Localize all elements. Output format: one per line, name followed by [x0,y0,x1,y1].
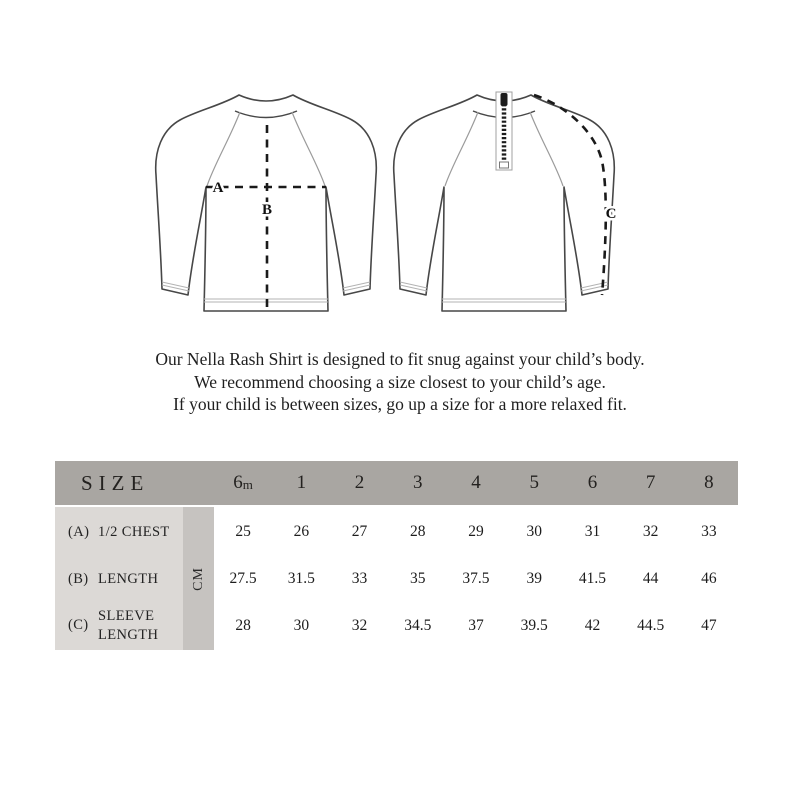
size-column-header [447,461,505,507]
size-suffix: m [242,476,253,492]
table-cell: 41.5 [563,557,621,601]
fit-description [0,348,800,416]
table-cell: 30 [272,601,330,650]
unit-label: CM [190,566,206,591]
table-cell: 27 [330,507,388,557]
shirt-front-diagram [152,83,392,323]
table-cell: 39.5 [505,601,563,650]
table-cell: 37.5 [447,557,505,601]
size-value: 5 [529,472,539,493]
size-value: 1 [296,472,307,493]
row-name: SLEEVE LENGTH [98,607,159,643]
size-value: 7 [645,472,656,493]
table-cell: 27.5 [214,557,272,601]
table-cell: 32 [622,507,680,557]
row-label-sleeve-length [55,601,183,650]
table-cell: 46 [680,557,738,601]
fit-description-line2: We recommend choosing a size closest to your child’s age. [194,371,606,392]
size-column-header [389,461,447,507]
size-value: 4 [471,472,481,493]
size-value: 2 [354,472,365,493]
size-column-header [330,461,388,507]
zipper [496,92,512,170]
fit-description-line1: Our Nella Rash Shirt is designed to fit snug against your child’s body. [155,349,645,369]
size-value: 6 [587,472,598,493]
size-value: 6 [233,472,243,493]
measure-label-c: C [605,206,617,222]
table-cell: 33 [680,507,738,557]
measure-label-a: A [212,180,224,196]
unit-cell [183,507,214,650]
table-cell: 37 [447,601,505,650]
size-column-header [272,461,330,507]
table-cell: 44 [622,557,680,601]
shirt-zip-diagram [390,83,630,323]
row-key: (B) [68,570,89,587]
size-value: 3 [413,472,423,493]
table-cell: 33 [330,557,388,601]
row-key: (A) [68,523,90,540]
table-cell: 29 [447,507,505,557]
row-label-chest [55,507,183,557]
table-cell: 32 [330,601,388,650]
table-cell: 35 [389,557,447,601]
size-value: 8 [704,472,714,493]
table-cell: 39 [505,557,563,601]
row-name: 1/2 CHEST [98,523,170,540]
row-label-length [55,557,183,601]
size-column-header [622,461,680,507]
size-chart-title: SIZE [55,461,214,507]
table-cell: 25 [214,507,272,557]
table-cell: 28 [214,601,272,650]
size-column-header [505,461,563,507]
table-cell: 44.5 [622,601,680,650]
size-column-header [680,461,738,507]
measure-label-b: B [261,202,273,218]
row-name: LENGTH [98,570,159,587]
row-key: (C) [68,617,89,633]
table-cell: 28 [389,507,447,557]
size-chart-table [55,461,738,650]
table-cell: 31 [563,507,621,557]
size-column-header [214,461,272,507]
table-cell: 31.5 [272,557,330,601]
table-cell: 26 [272,507,330,557]
fit-description-line3: If your child is between sizes, go up a size for a more relaxed fit. [173,394,627,414]
table-cell: 47 [680,601,738,650]
table-cell: 42 [563,601,621,650]
table-cell: 34.5 [389,601,447,650]
size-column-header [563,461,621,507]
table-cell: 30 [505,507,563,557]
